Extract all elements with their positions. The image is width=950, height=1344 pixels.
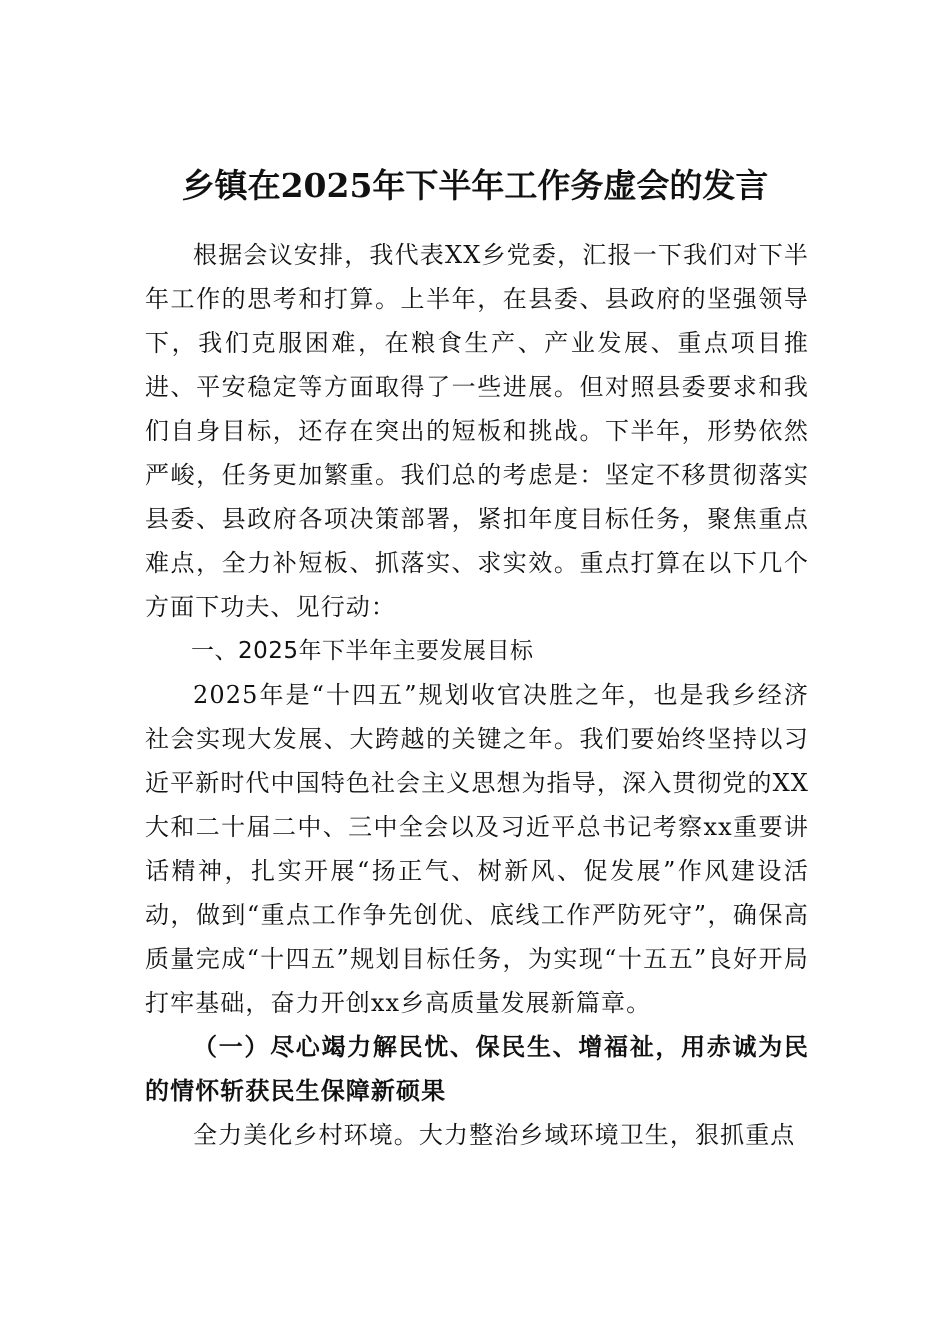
intro-paragraph: 根据会议安排，我代表XX乡党委，汇报一下我们对下半年工作的思考和打算。上半年，在县委、县政府的坚强领导下，我们克服困难，在粮食生产、产业发展、重点项目推进、平安稳定等方面取得了一些进展。但对照县委要求和我们自身目标，还存在突出的短板和挑战。下半年，形势依然严峻，任务更加繁重。我们总的考虑是：坚定不移贯彻落实县委、县政府各项决策部署，紧扣年度目标任务，聚焦重点难点，全力补短板、抓落实、求实效。重点打算在以下几个方面下功夫、见行动： — [145, 241, 809, 621]
document-body — [145, 233, 809, 1157]
document-title: 乡镇在2025年下半年工作务虚会的发言 — [181, 166, 769, 205]
section-heading: 一、2025年下半年主要发展目标 — [191, 638, 534, 664]
subsection-paragraph: 全力美化乡村环境。大力整治乡域环境卫生，狠抓重点 — [193, 1121, 796, 1149]
section-paragraph: 2025年是“十四五”规划收官决胜之年，也是我乡经济社会实现大发展、大跨越的关键之年。我们要始终坚持以习近平新时代中国特色社会主义思想为指导，深入贯彻党的XX大和二十届二中、三中全会以及习近平总书记考察xx重要讲话精神，扎实开展“扬正气、树新风、促发展”作风建设活动，做到“重点工作争先创优、底线工作严防死守”，确保高质量完成“十四五”规划目标任务，为实现“十五五”良好开局打牢基础，奋力开创xx乡高质量发展新篇章。 — [145, 681, 809, 1017]
subsection-heading: （一）尽心竭力解民忧、保民生、增福祉，用赤诚为民的情怀斩获民生保障新硕果 — [145, 1032, 809, 1105]
